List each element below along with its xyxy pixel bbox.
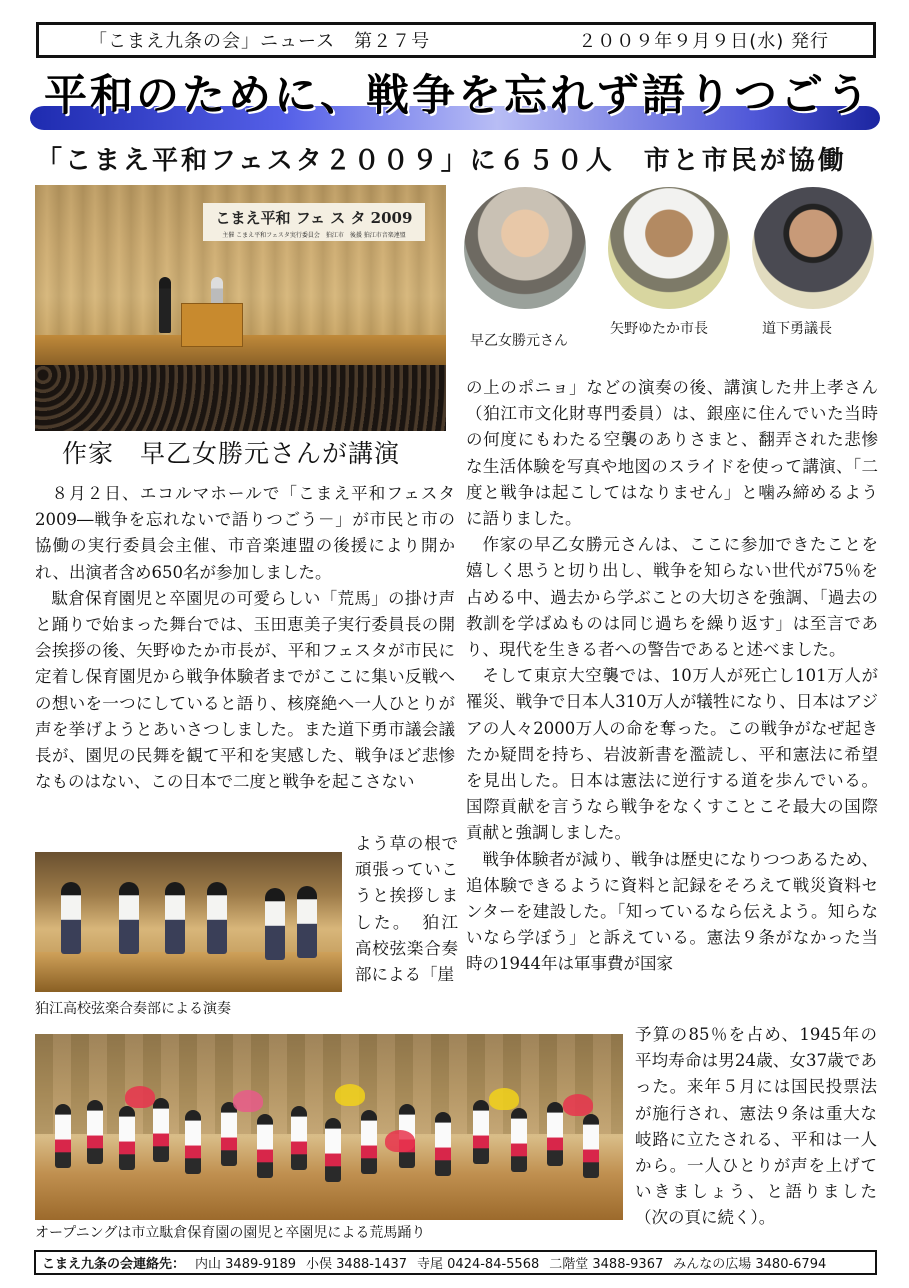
article-paragraph: そして東京大空襲では、10万人が死亡し101万人が罹災、戦争で日本人310万人が犠牲になり、日本はアジアの人々2000万人の命を奪った。この戦争がなぜ起きたか疑問を持ち、岩波新書を濫読し、平和憲法に希望を見出した。日本は憲法に逆行する道を歩んでいる。国際貢献を言うなら戦争をなくすことこそ最大の国際貢献と強調しました。 bbox=[466, 666, 878, 843]
violin-photo bbox=[35, 852, 342, 992]
article-right-narrow: 予算の85％を占め、1945年の平均寿命は男24歳、女37歳であった。来年５月には国民投票法が施行され、憲法９条は重大な岐路に立たされる、平和は一人から。一人ひとりが声を上げていきましょう、と語りました（次の頁に続く）。 bbox=[635, 1025, 877, 1228]
violin-player bbox=[119, 882, 139, 954]
dancer bbox=[119, 1106, 135, 1170]
dancer bbox=[473, 1100, 489, 1164]
contact-label: こまえ九条の会連絡先： bbox=[42, 1257, 186, 1272]
dancer bbox=[87, 1100, 103, 1164]
stage-banner bbox=[203, 203, 425, 241]
dance-fan bbox=[563, 1094, 593, 1116]
violin-caption: 狛江高校弦楽合奏部による演奏 bbox=[35, 1001, 231, 1017]
audience bbox=[35, 365, 446, 431]
cello-player bbox=[265, 888, 285, 960]
portrait-label-yano: 矢野ゆたか市長 bbox=[610, 321, 708, 337]
stage-banner-small: 主催 こまえ平和フェスタ実行委員会 狛江市 後援 狛江市音楽連盟 bbox=[222, 232, 406, 239]
violin-player bbox=[165, 882, 185, 954]
dancer bbox=[583, 1114, 599, 1178]
dance-fan bbox=[125, 1086, 155, 1108]
contact-entry: 内山 3489-9189 bbox=[195, 1257, 297, 1272]
article-paragraph: の上のポニョ」などの演奏の後、講演した井上孝さん（狛江市文化財専門委員）は、銀座に住んでいた当時の何度にもわたる空襲のありさまと、翻弄された悲惨な生活体験を写真や地図のスライドを使って講演、「二度と戦争は起こしてはなりません」と噛み締めるように語りました。 bbox=[466, 378, 878, 529]
violin-player bbox=[207, 882, 227, 954]
newsletter-issue: 「こまえ九条の会」ニュース 第２７号 bbox=[89, 31, 431, 52]
dance-fan bbox=[335, 1084, 365, 1106]
issue-date: ２００９年９月９日(水) 発行 bbox=[578, 31, 829, 52]
stage-banner-title: こまえ平和 フェ ス タ 2009 bbox=[215, 209, 413, 227]
contact-entry: みんなの広場 3480-6794 bbox=[673, 1257, 827, 1272]
cello-player bbox=[297, 886, 317, 958]
dancer bbox=[291, 1106, 307, 1170]
violin-player bbox=[61, 882, 81, 954]
stage-photo bbox=[35, 185, 446, 431]
portrait-mayor-yano bbox=[608, 187, 730, 309]
contact-footer bbox=[34, 1250, 877, 1275]
dance-fan bbox=[385, 1130, 415, 1152]
article-paragraph: ８月２日、エコルマホールで「こまえ平和フェスタ2009―戦争を忘れないで語りつごう－」が市民と市の協働の実行委員会主催、市音楽連盟の後援により開かれ、出演者含め650名が参加しました。 bbox=[35, 484, 455, 582]
headline-block bbox=[30, 64, 880, 130]
dance-caption: オープニングは市立駄倉保育園の園児と卒園児による荒馬踊り bbox=[35, 1225, 426, 1241]
dance-fan bbox=[233, 1090, 263, 1112]
dance-photo bbox=[35, 1034, 623, 1220]
emcee-figure bbox=[159, 277, 171, 333]
portrait-label-michishita: 道下勇議長 bbox=[762, 321, 832, 337]
contact-entry: 小俣 3488-1437 bbox=[306, 1257, 408, 1272]
article-paragraph: 駄倉保育園児と卒園児の可愛らしい「荒馬」の掛け声と踊りで始まった舞台では、玉田恵美子実行委員長の開会挨拶の後、矢野ゆたか市長が、平和フェスタが市民に定着し保育園児から戦争体験者までがここに集い反戦への想いを一つにしていると語り、核廃絶へ一人ひとりが声を挙げようとあいさつしました。また道下勇市議会議長が、園児の民舞を観て平和を実感した、戦争ほど悲惨なものはない、この日本で二度と戦争を起こさない bbox=[35, 588, 455, 792]
dancer bbox=[325, 1118, 341, 1182]
contact-entry: 寺尾 0424-84-5568 bbox=[417, 1257, 540, 1272]
dancer bbox=[55, 1104, 71, 1168]
dancer bbox=[511, 1108, 527, 1172]
headline: 平和のために、戦争を忘れず語りつごう bbox=[44, 71, 872, 121]
subheadline: 「こまえ平和フェスタ２００９」に６５０人 市と市民が協働 bbox=[36, 146, 847, 176]
portrait-label-saotome: 早乙女勝元さん bbox=[470, 333, 568, 349]
portrait-chairman-michishita bbox=[752, 187, 874, 309]
dance-fan bbox=[489, 1088, 519, 1110]
article-left-narrow: よう草の根で頑張っていこうと挨拶しました。 狛江高校弦楽合奏部による「崖 bbox=[355, 834, 458, 985]
dancer bbox=[361, 1110, 377, 1174]
portrait-saotome bbox=[464, 187, 586, 309]
violin-stage-floor bbox=[35, 952, 342, 992]
lecture-heading: 作家 早乙女勝元さんが講演 bbox=[62, 439, 401, 468]
dancer bbox=[185, 1110, 201, 1174]
dancer bbox=[257, 1114, 273, 1178]
article-paragraph: 作家の早乙女勝元さんは、ここに参加できたことを嬉しく思うと切り出し、戦争を知らない世代が75％を占める中、過去から学ぶことの大切さを強調、「過去の教訓を学ばぬものは同じ過ちを繰り返す」は至言であり、現代を生きる者への警告であると述べました。 bbox=[466, 535, 878, 660]
dancer bbox=[221, 1102, 237, 1166]
dancer bbox=[435, 1112, 451, 1176]
masthead bbox=[36, 22, 876, 58]
contact-entry: 二階堂 3488-9367 bbox=[549, 1257, 664, 1272]
article-right-column bbox=[466, 375, 878, 978]
article-left-column bbox=[35, 481, 455, 795]
dancer bbox=[153, 1098, 169, 1162]
dancer bbox=[547, 1102, 563, 1166]
podium bbox=[181, 303, 243, 347]
article-paragraph: 戦争体験者が減り、戦争は歴史になりつつあるため、追体験できるように資料と記録をそろえて戦災資料センターを建設した。「知っているなら伝えよう。知らないなら学ぼう」と訴えている。憲法９条がなかった当時の1944年は軍事費が国家 bbox=[466, 849, 878, 974]
